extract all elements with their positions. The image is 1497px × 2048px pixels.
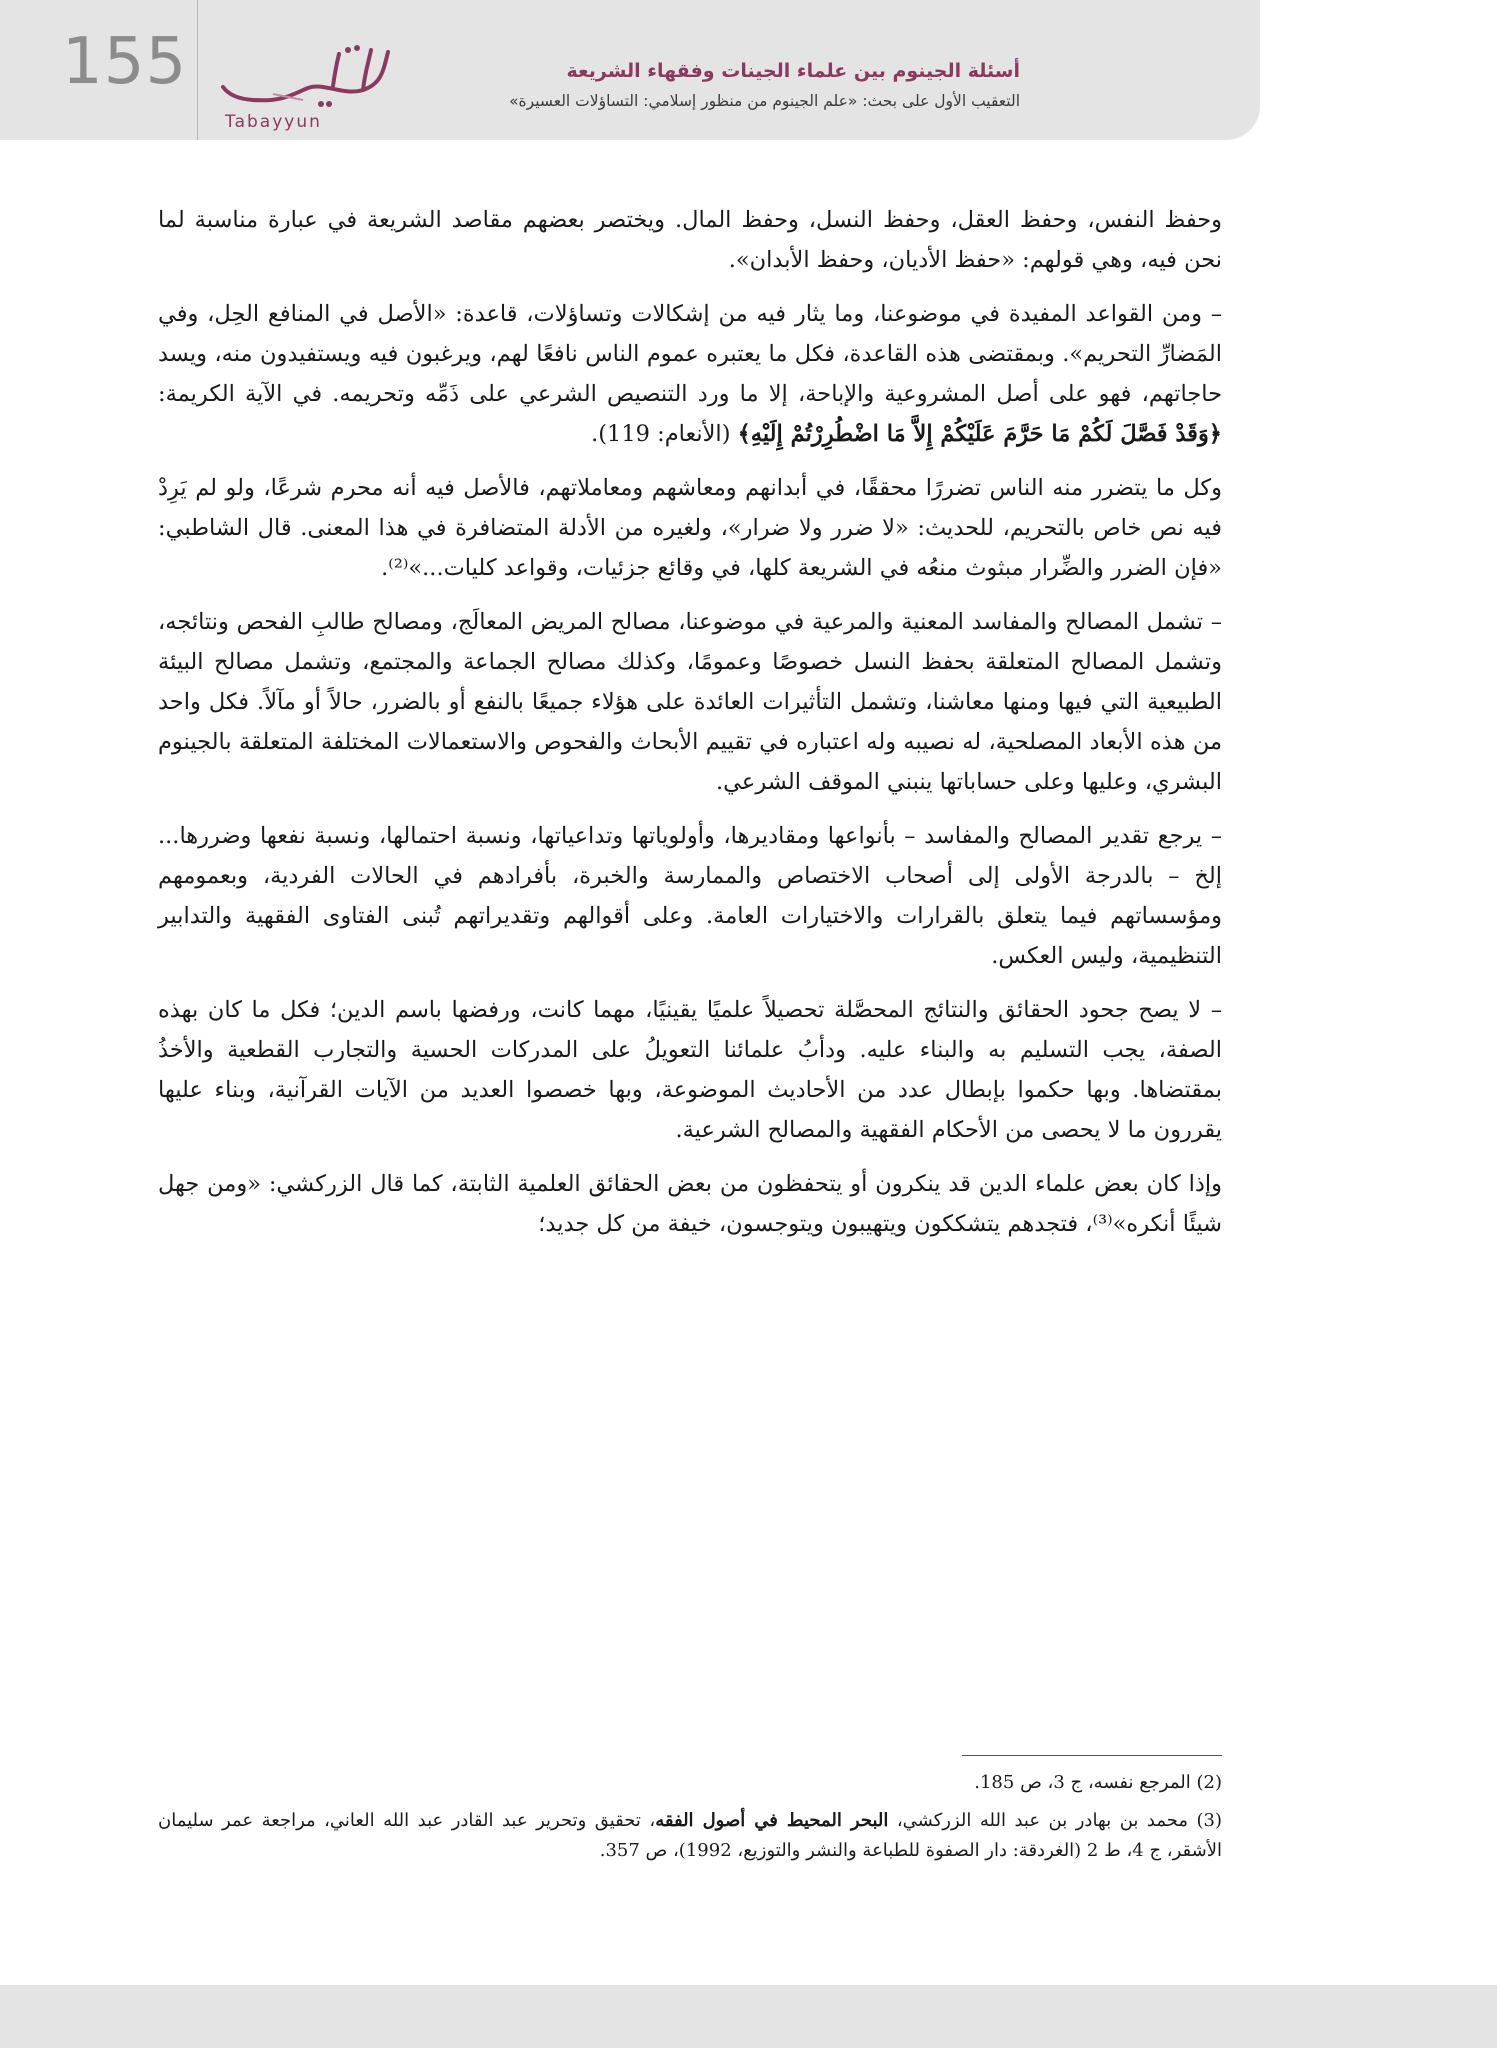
footnote-text: ، تحقيق وتحرير عبد القادر عبد الله العاني، مراجعة عمر سليمان الأشقر، ج 4، ط 2 (الغردقة: دار الصفوة للطباعة والنشر والتوزيع، 1992)، ص 357. (158, 1810, 1222, 1861)
footnote (158, 1806, 1222, 1866)
page-header (0, 0, 1260, 140)
logo-latin-text: Tabayyun (225, 112, 322, 132)
paragraph: – تشمل المصالح والمفاسد المعنية والمرعية في موضوعنا، مصالح المريض المعالَج، ومصالح طالبِ الفحص ونتائجه، وتشمل المصالح المتعلقة بحفظ النسل خصوصًا وعمومًا، وكذلك مصالح الجماعة والمجتمع، وتشمل مصالح البيئة الطبيعية التي فيها ومنها معاشنا، وتشمل التأثيرات العائدة على هؤلاء جميعًا بالنفع أو بالضرر، حالاً أو مآلاً. فكل واحد من هذه الأبعاد المصلحية، له نصيبه وله اعتباره في تقييم الأبحاث والفحوص والاستعمالات المختلفة المتعلقة بالجينوم البشري، وعليها وعلى حساباتها ينبني الموقف الشرعي. (158, 609, 1222, 795)
page-body (158, 200, 1222, 1258)
paragraph: – لا يصح جحود الحقائق والنتائج المحصَّلة تحصيلاً علميًا يقينيًا، مهما كانت، ورفضها باسم الدين؛ فكل ما كان بهذه الصفة، يجب التسليم به والبناء عليه. ودأبُ علمائنا التعويلُ على المدركات الحسية والتجارب القطعية والأخذُ بمقتضاها. وبها حكموا بإبطال عدد من الأحاديث الموضوعة، وبها خصصوا العديد من الآيات القرآنية، وبناء عليها يقررون ما لا يحصى من الأحكام الفقهية والمصالح الشرعية. (158, 997, 1222, 1143)
paragraph (158, 294, 1222, 454)
tabayyun-logo (213, 42, 398, 132)
verse-reference: (الأنعام: 119). (591, 421, 738, 447)
paragraph-text: – ومن القواعد المفيدة في موضوعنا، وما يثار فيه من إشكالات وتساؤلات، قاعدة: «الأصل في المنافع الحِل، وفي المَضارِّ التحريم». وبمقتضى هذه القاعدة، فكل ما يعتبره عموم الناس نافعًا لهم، ويرغبون فيه ويستفيدون منه، ويسد حاجاتهم، فهو على أصل المشروعية والإباحة، إلا ما ورد التنصيص الشرعي على ذَمِّه وتحريمه. في الآية الكريمة: (158, 301, 1222, 407)
footnote: (2) المرجع نفسه، ج 3، ص 185. (974, 1772, 1222, 1793)
header-blank-area (1260, 0, 1497, 140)
page-number: 155 (62, 25, 188, 99)
running-title: أسئلة الجينوم بين علماء الجينات وفقهاء الشريعة (566, 60, 1020, 82)
quran-verse: ﴿وَقَدْ فَصَّلَ لَكُمْ مَا حَرَّمَ عَلَيْكُمْ إِلاَّ مَا اضْطُرِرْتُمْ إِلَيْهِ﴾ (737, 421, 1222, 447)
header-divider (197, 0, 198, 140)
page-footer-band (0, 1985, 1497, 2048)
paragraph: – يرجع تقدير المصالح والمفاسد – بأنواعها ومقاديرها، وأولوياتها وتداعياتها، ونسبة احتمالها، ونسبة نفعها وضررها... إلخ – بالدرجة الأولى إلى أصحاب الاختصاص والممارسة والخبرة، بأفرادهم في الحالات الفردية، وبعمومهم ومؤسساتهم فيما يتعلق بالقرارات والاختيارات العامة. وعلى أقوالهم وتقديراتهم تُبنى الفتاوى الفقهية والتدابير التنظيمية، وليس العكس. (158, 823, 1222, 969)
footnote-separator (962, 1755, 1222, 1756)
footnotes (158, 1768, 1222, 1874)
paragraph: وحفظ النفس، وحفظ العقل، وحفظ النسل، وحفظ المال. ويختصر بعضهم مقاصد الشريعة في عبارة مناسبة لما نحن فيه، وهي قولهم: «حفظ الأديان، وحفظ الأبدان». (158, 207, 1222, 273)
running-subtitle: التعقيب الأول على بحث: «علم الجينوم من منظور إسلامي: التساؤلات العسيرة» (509, 92, 1020, 110)
paragraph: وكل ما يتضرر منه الناس تضررًا محققًا، في أبدانهم ومعاشهم ومعاملاتهم، فالأصل فيه أنه محرم شرعًا، ولو لم يَرِدْ فيه نص خاص بالتحريم، للحديث: «لا ضرر ولا ضرار»، ولغيره من الأدلة المتضافرة في هذا المعنى. قال الشاطبي: «فإن الضرر والضِّرار مبثوث منعُه في الشريعة كلها، في وقائع جزئيات، وقواعد كليات...»⁽²⁾. (158, 475, 1222, 581)
footnote-text: (3) محمد بن بهادر بن عبد الله الزركشي، (888, 1810, 1222, 1831)
footnote-book-title: البحر المحيط في أصول الفقه (655, 1810, 889, 1831)
paragraph: وإذا كان بعض علماء الدين قد ينكرون أو يتحفظون من بعض الحقائق العلمية الثابتة، كما قال الزركشي: «ومن جهل شيئًا أنكره»⁽³⁾، فتجدهم يتشككون ويتهيبون ويتوجسون، خيفة من كل جديد؛ (158, 1171, 1222, 1237)
